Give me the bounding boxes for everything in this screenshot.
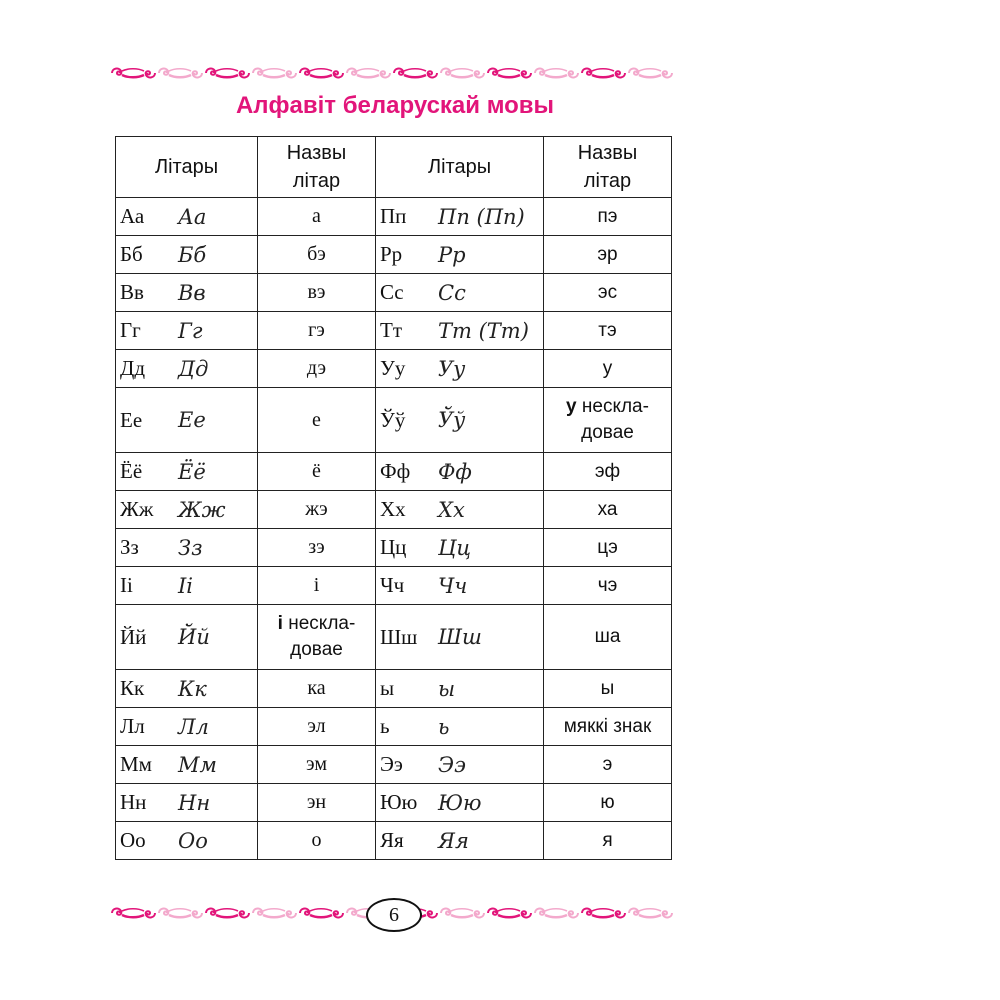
letter-name: цэ — [597, 536, 618, 558]
letter-name-text: довае — [290, 639, 343, 660]
letter-name: э — [602, 753, 613, 775]
page-title: Алфавіт беларускай мовы — [235, 92, 555, 119]
cursive-letter: Гг — [178, 318, 203, 343]
r-letters-cell — [376, 822, 544, 860]
cursive-letter: Аа — [178, 204, 207, 229]
r-letter-name-cell — [544, 529, 672, 567]
letter-name: мяккі знак — [563, 715, 652, 737]
ornament-swirl-icon — [486, 66, 533, 80]
letter-name: ы — [600, 677, 615, 699]
l-letter-name-cell — [258, 670, 376, 708]
l-letter-name-cell — [258, 491, 376, 529]
r-letters-cell — [376, 529, 544, 567]
letter-name: вэ — [307, 281, 326, 303]
letter-name-bold: у — [566, 396, 577, 417]
table-row — [116, 453, 672, 491]
ornament-swirl-icon — [580, 906, 627, 920]
table-row — [116, 529, 672, 567]
r-letters-cell — [376, 198, 544, 236]
l-letter-name-cell — [258, 350, 376, 388]
r-letters-cell — [376, 236, 544, 274]
l-letters-cell — [116, 567, 258, 605]
table-row — [116, 491, 672, 529]
table-row — [116, 784, 672, 822]
cursive-letter: Мм — [178, 752, 217, 777]
ornament-swirl-icon — [110, 66, 157, 80]
ornament-swirl-icon — [580, 66, 627, 80]
printed-letter: Шш — [380, 624, 418, 649]
r-letter-name-cell — [544, 453, 672, 491]
l-letters-cell — [116, 274, 258, 312]
l-letter-name-cell — [258, 274, 376, 312]
r-letter-name-cell — [544, 784, 672, 822]
cursive-letter: Іі — [178, 573, 194, 598]
letter-name: бэ — [307, 243, 326, 265]
printed-letter: Уу — [380, 356, 406, 380]
l-letter-name-cell — [258, 236, 376, 274]
letter-name: ка — [307, 677, 326, 699]
printed-letter: Ээ — [380, 752, 403, 776]
cursive-letter: Оо — [178, 828, 208, 853]
r-letters-cell — [376, 567, 544, 605]
cursive-letter: Рр — [438, 242, 466, 267]
letter-name: а — [312, 205, 321, 227]
table-row — [116, 567, 672, 605]
table-row — [116, 746, 672, 784]
table-body — [116, 198, 672, 860]
ornament-swirl-icon — [533, 906, 580, 920]
l-letters-cell — [116, 198, 258, 236]
letter-name: зэ — [308, 536, 325, 558]
printed-letter: Тт — [380, 318, 403, 342]
printed-letter: Вв — [120, 280, 144, 304]
letter-name: е — [312, 408, 321, 431]
ornament-swirl-icon — [439, 66, 486, 80]
letter-name: у — [602, 357, 613, 379]
cursive-letter: Нн — [178, 790, 211, 815]
printed-letter: Цц — [380, 535, 407, 559]
header-names-line2: літар — [583, 170, 632, 192]
printed-letter: Ее — [120, 407, 143, 432]
letter-name: о — [311, 829, 322, 851]
cursive-letter: ь — [438, 714, 450, 739]
header-names-line1: Назвы — [286, 142, 347, 164]
r-letter-name-cell — [544, 236, 672, 274]
l-letters-cell — [116, 350, 258, 388]
cursive-letter: Ээ — [438, 752, 466, 777]
l-letter-name-cell — [258, 312, 376, 350]
table-row — [116, 198, 672, 236]
l-letter-name-cell — [258, 822, 376, 860]
l-letters-cell — [116, 491, 258, 529]
ornament-swirl-icon — [533, 66, 580, 80]
ornament-swirl-icon — [157, 906, 204, 920]
r-letters-cell — [376, 388, 544, 453]
letter-name: эм — [305, 753, 328, 775]
r-letter-name-cell — [544, 388, 672, 453]
printed-letter: Оо — [120, 828, 146, 852]
ornament-swirl-icon — [110, 906, 157, 920]
cursive-letter: Юю — [438, 790, 482, 815]
r-letters-cell — [376, 312, 544, 350]
cursive-letter: Яя — [438, 828, 469, 853]
cursive-letter: ы — [438, 676, 456, 701]
cursive-letter: Йй — [178, 625, 210, 649]
letter-name: чэ — [597, 574, 618, 596]
r-letter-name-cell — [544, 822, 672, 860]
l-letters-cell — [116, 708, 258, 746]
letter-name: эр — [597, 243, 618, 265]
cursive-letter: Ўў — [438, 408, 466, 432]
header-letters-left: Літары — [116, 137, 258, 198]
letter-name-text: нескла- — [576, 396, 649, 417]
ornament-swirl-icon — [157, 66, 204, 80]
letter-name-bold: і — [277, 613, 283, 634]
printed-letter: Йй — [120, 624, 147, 649]
table-row — [116, 670, 672, 708]
l-letter-name-cell — [258, 567, 376, 605]
letter-name: і — [313, 574, 320, 596]
l-letter-name-cell — [258, 453, 376, 491]
letter-name-text: нескла- — [282, 613, 356, 634]
r-letter-name-cell — [544, 312, 672, 350]
ornament-swirl-icon — [439, 906, 486, 920]
top-ornament-border — [110, 66, 674, 80]
r-letter-name-cell — [544, 746, 672, 784]
printed-letter: Жж — [120, 497, 154, 521]
r-letters-cell — [376, 350, 544, 388]
l-letters-cell — [116, 822, 258, 860]
ornament-swirl-icon — [345, 66, 392, 80]
ornament-swirl-icon — [298, 906, 345, 920]
printed-letter: Кк — [120, 676, 145, 700]
ornament-swirl-icon — [298, 66, 345, 80]
l-letter-name-cell — [258, 529, 376, 567]
cursive-letter: Кк — [178, 676, 207, 701]
l-letter-name-cell — [258, 746, 376, 784]
l-letters-cell — [116, 388, 258, 453]
printed-letter: Ўў — [380, 407, 406, 432]
header-names-left — [258, 137, 376, 198]
printed-letter: Пп — [380, 204, 407, 228]
table-row — [116, 236, 672, 274]
l-letters-cell — [116, 605, 258, 670]
cursive-letter: Уу — [438, 356, 466, 381]
r-letter-name-cell — [544, 708, 672, 746]
letter-name: эф — [594, 460, 621, 482]
printed-letter: Фф — [380, 459, 411, 483]
printed-letter: ы — [380, 676, 395, 700]
table-row — [116, 350, 672, 388]
r-letter-name-cell — [544, 605, 672, 670]
cursive-letter: Лл — [178, 714, 209, 739]
cursive-letter: Шш — [438, 625, 482, 649]
r-letter-name-cell — [544, 567, 672, 605]
printed-letter: Бб — [120, 242, 143, 266]
l-letters-cell — [116, 453, 258, 491]
r-letters-cell — [376, 605, 544, 670]
letter-name: я — [602, 829, 613, 851]
l-letter-name-cell — [258, 784, 376, 822]
l-letters-cell — [116, 236, 258, 274]
cursive-letter: Бб — [178, 242, 207, 267]
l-letters-cell — [116, 784, 258, 822]
printed-letter: Лл — [120, 714, 145, 738]
cursive-letter: Фф — [438, 459, 472, 484]
table-header-row — [116, 137, 672, 198]
r-letters-cell — [376, 746, 544, 784]
header-names-line1: Назвы — [577, 142, 638, 164]
cursive-letter: Жж — [178, 497, 226, 522]
printed-letter: Мм — [120, 752, 152, 776]
table-row — [116, 822, 672, 860]
printed-letter: Юю — [380, 790, 418, 814]
letter-name-text: довае — [581, 422, 634, 443]
cursive-letter: Чч — [438, 573, 468, 598]
cursive-letter: Ее — [178, 408, 206, 432]
ornament-swirl-icon — [486, 906, 533, 920]
ornament-swirl-icon — [204, 66, 251, 80]
cursive-letter: Тт (Тт) — [438, 318, 529, 343]
table-row — [116, 708, 672, 746]
letter-name: ю — [600, 791, 615, 813]
r-letter-name-cell — [544, 350, 672, 388]
ornament-swirl-icon — [627, 906, 674, 920]
letter-name: жэ — [305, 498, 328, 520]
letter-name: тэ — [598, 319, 617, 341]
l-letter-name-cell — [258, 605, 376, 670]
cursive-letter: Вв — [178, 280, 206, 305]
ornament-swirl-icon — [251, 906, 298, 920]
printed-letter: Хх — [380, 497, 406, 521]
cursive-letter: Цц — [438, 535, 471, 560]
printed-letter: ь — [380, 714, 390, 738]
l-letter-name-cell — [258, 198, 376, 236]
letter-name: ша — [594, 626, 621, 647]
header-names-right — [544, 137, 672, 198]
printed-letter: Іі — [120, 573, 133, 597]
l-letter-name-cell — [258, 708, 376, 746]
r-letter-name-cell — [544, 274, 672, 312]
r-letter-name-cell — [544, 198, 672, 236]
r-letters-cell — [376, 491, 544, 529]
r-letter-name-cell — [544, 491, 672, 529]
printed-letter: Гг — [120, 318, 141, 342]
header-names-line2: літар — [292, 170, 341, 192]
l-letters-cell — [116, 670, 258, 708]
ornament-swirl-icon — [627, 66, 674, 80]
printed-letter: Рр — [380, 242, 403, 266]
table-row — [116, 388, 672, 453]
letter-name: гэ — [308, 319, 325, 341]
letter-name: ха — [597, 498, 618, 520]
page-number: 6 — [366, 898, 422, 932]
r-letters-cell — [376, 708, 544, 746]
printed-letter: Нн — [120, 790, 147, 814]
printed-letter: Дд — [120, 356, 146, 380]
printed-letter: Аа — [120, 204, 145, 228]
r-letters-cell — [376, 274, 544, 312]
r-letters-cell — [376, 784, 544, 822]
header-letters-right: Літары — [376, 137, 544, 198]
l-letters-cell — [116, 746, 258, 784]
printed-letter: Ёё — [120, 459, 143, 483]
letter-name: эл — [307, 715, 326, 737]
letter-name: дэ — [306, 357, 327, 379]
r-letters-cell — [376, 670, 544, 708]
cursive-letter: Пп (Пп) — [438, 204, 525, 229]
r-letters-cell — [376, 453, 544, 491]
letter-name: эс — [597, 281, 618, 303]
ornament-swirl-icon — [251, 66, 298, 80]
printed-letter: Сс — [380, 280, 404, 304]
cursive-letter: Зз — [178, 535, 203, 560]
cursive-letter: Сс — [438, 280, 466, 305]
letter-name: эн — [306, 791, 327, 813]
l-letter-name-cell — [258, 388, 376, 453]
table-row — [116, 312, 672, 350]
cursive-letter: Хх — [438, 497, 465, 522]
letter-name: ё — [312, 460, 321, 482]
printed-letter: Зз — [120, 535, 139, 559]
table-row — [116, 274, 672, 312]
cursive-letter: Дд — [178, 356, 209, 381]
ornament-swirl-icon — [392, 66, 439, 80]
letter-name: пэ — [597, 205, 618, 227]
alphabet-table — [115, 136, 672, 860]
printed-letter: Чч — [380, 573, 405, 597]
printed-letter: Яя — [380, 828, 404, 852]
cursive-letter: Ёё — [178, 459, 206, 484]
r-letter-name-cell — [544, 670, 672, 708]
table-row — [116, 605, 672, 670]
l-letters-cell — [116, 529, 258, 567]
ornament-swirl-icon — [204, 906, 251, 920]
l-letters-cell — [116, 312, 258, 350]
